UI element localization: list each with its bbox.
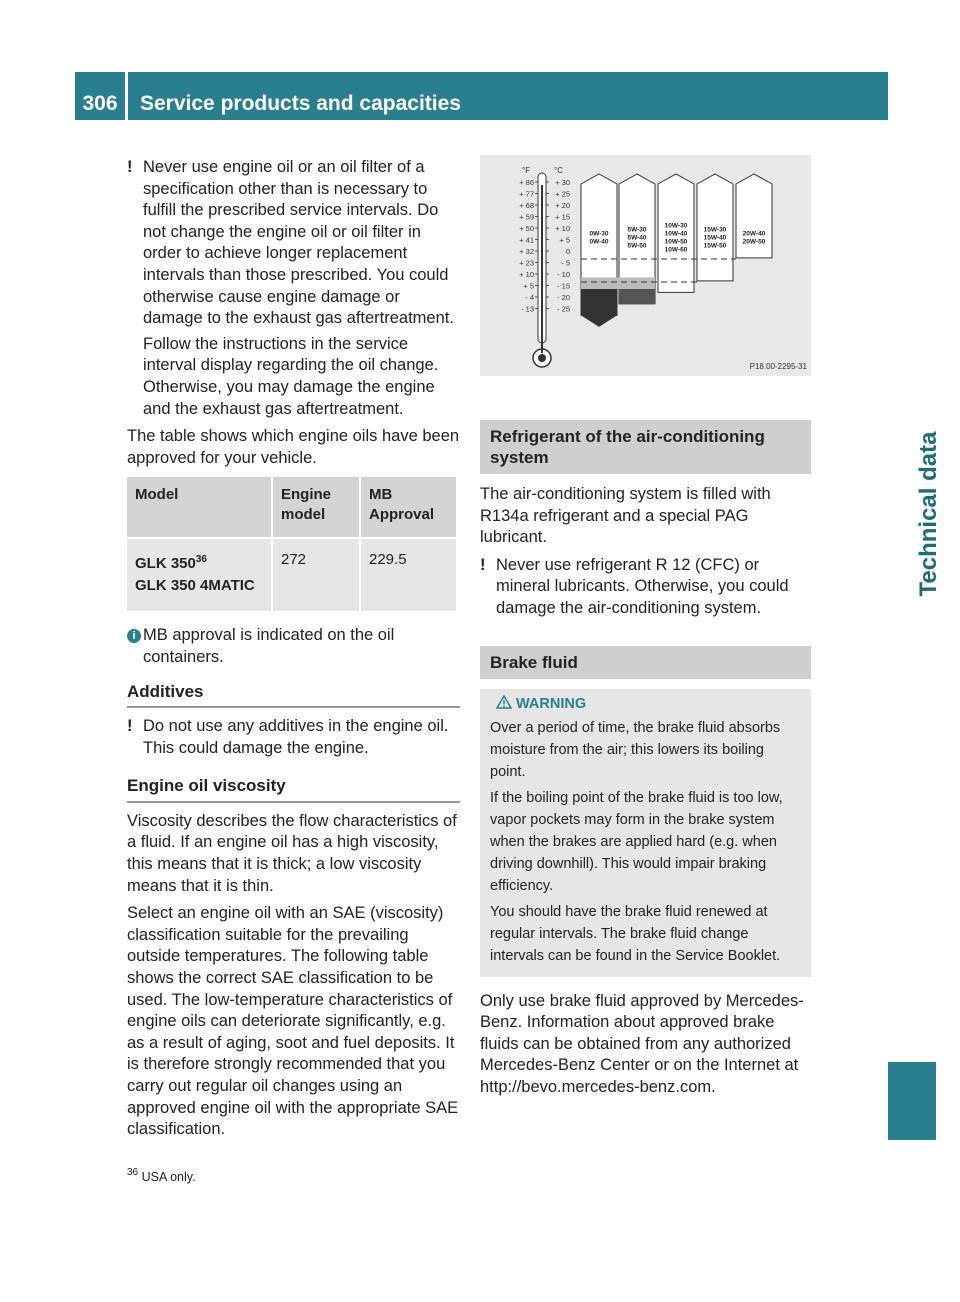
side-tab bbox=[889, 120, 942, 920]
fahrenheit-tick-label: - 4 bbox=[525, 293, 534, 302]
fahrenheit-tick-label: + 23 bbox=[519, 258, 534, 268]
viscosity-paragraph-1: Viscosity describes the flow characteristics of a fluid. If an engine oil has a high viscosity, this means that it is thick; a low viscosity means that it is thin. bbox=[127, 811, 457, 895]
unit-fahrenheit: °F bbox=[522, 166, 531, 175]
viscosity-grade-label: 20W-50 bbox=[742, 238, 766, 246]
refrigerant-heading: Refrigerant of the air-conditioning system bbox=[480, 420, 811, 474]
refrigerant-paragraph: The air-conditioning system is filled with R134a refrigerant and a special PAG lubricant. bbox=[480, 485, 771, 547]
caution-icon: ! bbox=[127, 158, 133, 176]
col-engine-model: Engine model bbox=[273, 477, 359, 537]
table-intro: The table shows which engine oils have been approved for your vehicle. bbox=[127, 427, 460, 467]
oil-warning bbox=[127, 157, 460, 330]
left-column bbox=[127, 157, 460, 1147]
refrigerant-warning-text: Never use refrigerant R 12 (CFC) or mineral lubricants. Otherwise, you could damage the air-conditioning system. bbox=[496, 555, 789, 617]
viscosity-grade-label: 5W-50 bbox=[627, 242, 647, 250]
warning-text-3: You should have the brake fluid renewed at regular intervals. The brake fluid change intervals can be found in the Service Booklet. bbox=[490, 903, 781, 964]
caution-icon: ! bbox=[480, 555, 486, 574]
fahrenheit-tick-label: + 41 bbox=[519, 235, 534, 245]
fahrenheit-tick-label: + 86 bbox=[519, 178, 534, 187]
model-name-1: GLK 350 bbox=[135, 555, 196, 573]
additives-warning-text: Do not use any additives in the engine oil. This could damage the engine. bbox=[143, 717, 449, 757]
celsius-tick-label: - 20 bbox=[557, 293, 570, 302]
viscosity-grade-label: 15W-30 bbox=[703, 226, 727, 234]
cell-model bbox=[127, 539, 271, 611]
additives-heading: Additives bbox=[127, 681, 460, 709]
brake-fluid-paragraph: Only use brake fluid approved by Mercedes-Benz. Information about approved brake fluids can be obtained from any authorized Mercedes-Benz Center or on the Internet at http://bevo.mercedes-benz.com. bbox=[480, 991, 804, 1096]
viscosity-grade-label: 10W-40 bbox=[664, 230, 688, 238]
warning-label: WARNING bbox=[516, 695, 587, 712]
page-number: 306 bbox=[75, 72, 125, 120]
celsius-tick-label: 0 bbox=[565, 247, 570, 256]
celsius-tick-label: - 15 bbox=[557, 281, 570, 291]
grade-0w-low-range bbox=[581, 289, 617, 315]
figure-code: P18.00-2295-31 bbox=[749, 362, 807, 371]
viscosity-grade-label: 10W-60 bbox=[664, 246, 688, 254]
warning-triangle-icon bbox=[496, 695, 512, 709]
fahrenheit-tick-label: + 59 bbox=[519, 212, 534, 222]
celsius-tick-label: - 25 bbox=[557, 304, 570, 314]
celsius-tick-label: + 25 bbox=[555, 189, 570, 199]
warning-box bbox=[480, 689, 811, 977]
viscosity-heading: Engine oil viscosity bbox=[127, 775, 460, 803]
fahrenheit-tick-label: + 10 bbox=[519, 270, 534, 279]
viscosity-grade-label: 15W-50 bbox=[703, 242, 727, 250]
side-tab-marker bbox=[888, 1062, 936, 1140]
info-icon: i bbox=[127, 629, 141, 643]
info-note bbox=[127, 625, 460, 668]
refrigerant-warning bbox=[480, 555, 811, 620]
footnote bbox=[127, 1167, 196, 1184]
warning-text-2: If the boiling point of the brake fluid is too low, vapor pockets may form in the brake system when the brakes are applied hard (e.g. when driving downhill). This would impair braking efficiency. bbox=[490, 789, 783, 894]
viscosity-grade-label: 10W-50 bbox=[664, 238, 688, 246]
celsius-tick-label: + 5 bbox=[559, 235, 570, 245]
viscosity-grade-label: 0W-30 bbox=[589, 230, 609, 238]
viscosity-grade-label: 0W-40 bbox=[589, 238, 609, 246]
viscosity-grade-label: 15W-40 bbox=[703, 234, 727, 242]
celsius-tick-label: - 10 bbox=[557, 270, 570, 279]
oil-warning-text: Never use engine oil or an oil filter of a specification other than is necessary to fulfill the prescribed service intervals. Do not change the engine oil or oil filter in order to achieve longer replacement intervals than those prescribed. You could otherwise cause engine damage or damage to the exhaust gas aftertreatment. bbox=[143, 158, 454, 328]
viscosity-grade-label: 10W-30 bbox=[664, 222, 688, 230]
viscosity-chart bbox=[480, 155, 811, 376]
viscosity-grade-label: 5W-40 bbox=[627, 234, 647, 242]
table-row bbox=[127, 539, 456, 611]
cell-engine: 272 bbox=[273, 539, 359, 611]
fahrenheit-tick-label: - 13 bbox=[521, 304, 534, 314]
warning-text-1: Over a period of time, the brake fluid absorbs moisture from the air; this lowers its boiling point. bbox=[490, 719, 781, 780]
additives-warning bbox=[127, 716, 460, 759]
oil-table bbox=[125, 475, 458, 613]
grade-shaded-range bbox=[581, 277, 655, 289]
footnote-text: USA only. bbox=[141, 1170, 196, 1184]
caution-icon: ! bbox=[127, 717, 133, 736]
fahrenheit-tick-label: + 50 bbox=[519, 224, 534, 233]
fahrenheit-tick-label: + 5 bbox=[523, 281, 534, 291]
celsius-tick-label: + 10 bbox=[555, 224, 570, 233]
right-column bbox=[480, 420, 811, 1105]
info-text: MB approval is indicated on the oil containers. bbox=[143, 626, 395, 666]
oil-warning-followup: Follow the instructions in the service interval display regarding the oil change. Otherwise, you may damage the engine and the exhaust gas aftertreatment. bbox=[143, 334, 439, 418]
viscosity-grade-label: 20W-40 bbox=[742, 230, 766, 238]
model-name-2: GLK 350 4MATIC bbox=[135, 577, 255, 595]
side-tab-label: Technical data bbox=[915, 431, 942, 597]
table-header-row bbox=[127, 477, 456, 537]
celsius-tick-label: + 15 bbox=[555, 212, 570, 222]
brake-fluid-heading: Brake fluid bbox=[480, 646, 811, 679]
col-mb-approval: MB Approval bbox=[361, 477, 456, 537]
page-title: Service products and capacities bbox=[128, 72, 888, 120]
fahrenheit-tick-label: + 68 bbox=[519, 201, 534, 210]
fahrenheit-tick-label: + 77 bbox=[519, 189, 534, 199]
footnote-number: 36 bbox=[127, 1167, 139, 1178]
footnote-ref: 36 bbox=[195, 554, 207, 566]
grade-0w-arrow bbox=[581, 315, 617, 327]
col-model: Model bbox=[127, 477, 271, 537]
unit-celsius: °C bbox=[554, 166, 563, 175]
celsius-tick-label: - 5 bbox=[561, 258, 570, 268]
cell-approval: 229.5 bbox=[361, 539, 456, 611]
oil-viscosity-figure bbox=[480, 155, 811, 376]
viscosity-paragraph-2: Select an engine oil with an SAE (viscosity) classification suitable for the prevailing outside temperatures. The following table shows the correct SAE classification to be used. The low-temperature characteristics of engine oils can deteriorate significantly, e.g. as a result of aging, soot and fuel deposits. It is therefore strongly recommended that you carry out regular oil changes using an approved engine oil with the appropriate SAE classification. bbox=[127, 904, 459, 1139]
celsius-tick-label: + 30 bbox=[555, 178, 570, 187]
warning-header bbox=[490, 693, 801, 715]
celsius-tick-label: + 20 bbox=[555, 201, 570, 210]
fahrenheit-tick-label: + 32 bbox=[519, 247, 534, 256]
grade-5w-low-range bbox=[619, 289, 655, 304]
thermometer-bulb-fill bbox=[538, 354, 546, 362]
viscosity-grade-label: 5W-30 bbox=[627, 226, 647, 234]
